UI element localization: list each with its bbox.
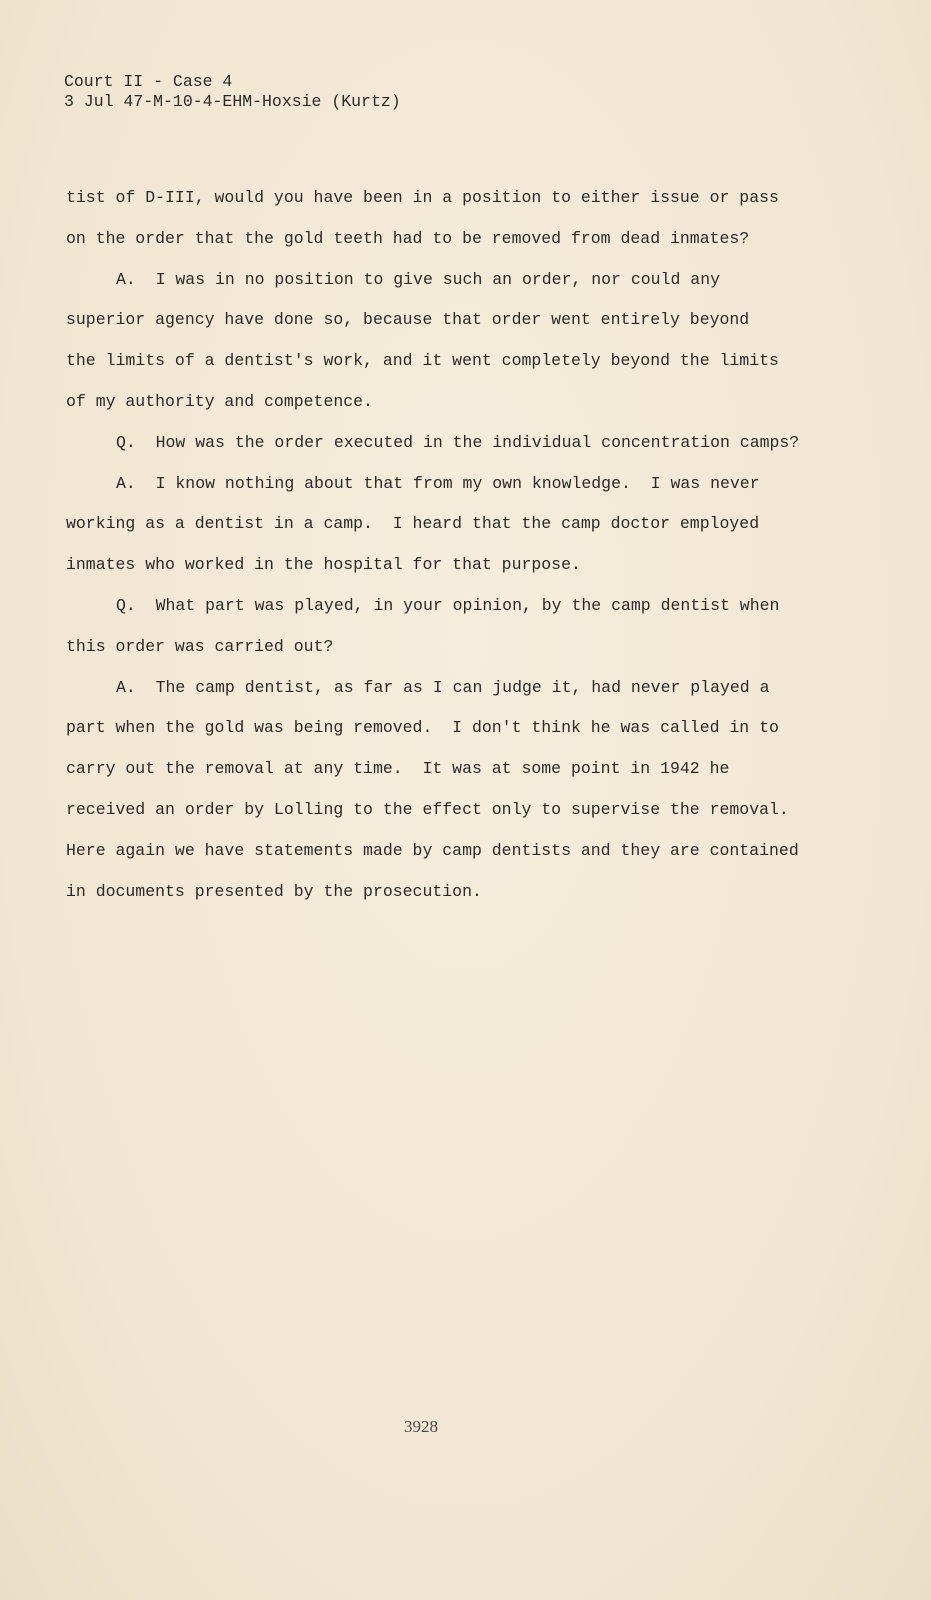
- transcript-line: in documents presented by the prosecution.: [66, 881, 482, 901]
- document-header: [64, 72, 401, 112]
- page-number: 3928: [404, 1417, 438, 1436]
- transcript-line: Here again we have statements made by camp dentists and they are contained: [66, 840, 799, 860]
- transcript-line: of my authority and competence.: [66, 391, 373, 411]
- transcript-line: the limits of a dentist's work, and it went completely beyond the limits: [66, 351, 779, 371]
- transcript-line: superior agency have done so, because that order went entirely beyond: [66, 310, 750, 330]
- transcript-line: carry out the removal at any time. It was at some point in 1942 he: [66, 759, 730, 779]
- transcript-line: on the order that the gold teeth had to be removed from dead inmates?: [66, 228, 750, 248]
- transcript-body: [66, 186, 799, 920]
- transcript-line: part when the gold was being removed. I don't think he was called in to: [66, 718, 779, 738]
- transcript-line: received an order by Lolling to the effect only to supervise the removal.: [66, 799, 789, 819]
- transcript-line: A. The camp dentist, as far as I can judge it, had never played a: [116, 677, 770, 697]
- header-court-case: Court II - Case 4: [64, 72, 233, 91]
- transcript-line: Q. What part was played, in your opinion, by the camp dentist when: [116, 595, 780, 615]
- transcript-line: this order was carried out?: [66, 636, 334, 656]
- transcript-line: working as a dentist in a camp. I heard that the camp doctor employed: [66, 514, 760, 534]
- transcript-line: A. I know nothing about that from my own knowledge. I was never: [116, 473, 760, 493]
- transcript-line: tist of D-III, would you have been in a position to either issue or pass: [66, 188, 779, 207]
- transcript-line: Q. How was the order executed in the individual concentration camps?: [116, 432, 800, 452]
- header-session-info: 3 Jul 47-M-10-4-EHM-Hoxsie (Kurtz): [64, 92, 401, 111]
- transcript-line: A. I was in no position to give such an order, nor could any: [116, 269, 720, 289]
- transcript-line: inmates who worked in the hospital for that purpose.: [66, 555, 581, 575]
